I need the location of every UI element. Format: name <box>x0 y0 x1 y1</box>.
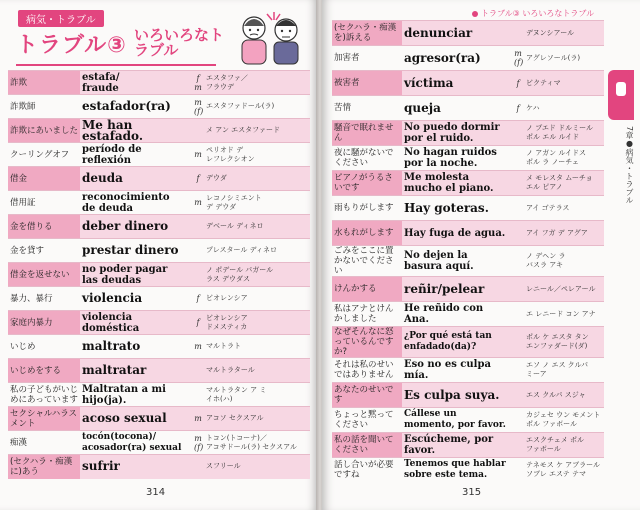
left-page <box>0 0 318 510</box>
gender-marker <box>512 383 524 408</box>
vocab-row <box>332 71 604 96</box>
japanese-phrase: ごみをここに置かないでください <box>332 246 402 277</box>
japanese-phrase: 被害者 <box>332 71 402 96</box>
pronunciation-kana: ビクティマ <box>524 71 604 96</box>
vocab-row <box>332 383 604 408</box>
pronunciation-kana: エ レニード コン アナ <box>524 302 604 327</box>
chapter-side-tab <box>608 70 634 120</box>
vocab-row <box>8 383 310 407</box>
chapter-title: トラブル③ <box>16 33 127 58</box>
vocab-row <box>332 171 604 196</box>
japanese-phrase: 家庭内暴力 <box>8 311 80 335</box>
pronunciation-kana: アイ ゴテラス <box>524 196 604 221</box>
japanese-phrase: 私の話を聞いてください <box>332 433 402 458</box>
spanish-phrase: maltrato <box>80 335 192 359</box>
title-underline <box>16 64 216 66</box>
japanese-phrase: 話し合いが必要ですね <box>332 458 402 483</box>
vocab-row <box>8 407 310 431</box>
pronunciation-kana: アイ フガ デ アグア <box>524 221 604 246</box>
vocabulary-table <box>8 70 310 479</box>
spanish-phrase: prestar dinero <box>80 239 192 263</box>
vocab-row <box>8 143 310 167</box>
pronunciation-kana: ノ ポデール パガール ラス デウダス <box>204 263 310 287</box>
gender-marker <box>512 21 524 46</box>
gender-marker <box>512 121 524 146</box>
japanese-phrase: 借金 <box>8 167 80 191</box>
spanish-phrase: Cállese un momento, por favor. <box>402 408 512 433</box>
pronunciation-kana: ノ アガン ルイドス ポル ラ ノーチェ <box>524 146 604 171</box>
pronunciation-kana: ビオレンシア <box>204 287 310 311</box>
japanese-phrase: けんかする <box>332 277 402 302</box>
japanese-phrase: 詐欺 <box>8 71 80 95</box>
pronunciation-kana: カジェセ ウン モメント ポル ファボール <box>524 408 604 433</box>
pronunciation-kana: デヌンシアール <box>524 21 604 46</box>
spanish-phrase: tocón(tocona)/ acosador(ra) sexual <box>80 431 192 455</box>
vocab-row <box>332 458 604 483</box>
vocab-row <box>332 302 604 327</box>
japanese-phrase: 痴漢 <box>8 431 80 455</box>
running-header <box>472 8 594 19</box>
chapter-subtitle: いろいろなトラブル <box>134 26 225 59</box>
vocab-row <box>332 246 604 277</box>
spanish-phrase: período de reflexión <box>80 143 192 167</box>
spanish-phrase: reconocimiento de deuda <box>80 191 192 215</box>
pronunciation-kana: プレスタール ディネロ <box>204 239 310 263</box>
vocab-row <box>332 146 604 171</box>
vocab-row <box>8 119 310 143</box>
pronunciation-kana: エスタファドール(ラ) <box>204 95 310 119</box>
pronunciation-kana: ペリオド デ レフレクシオン <box>204 143 310 167</box>
vocab-row <box>8 239 310 263</box>
spanish-phrase: deuda <box>80 167 192 191</box>
japanese-phrase: いじめをする <box>8 359 80 383</box>
spanish-phrase: Hay goteras. <box>402 196 512 221</box>
spanish-phrase: estafa/ fraude <box>80 71 192 95</box>
pronunciation-kana: レコノシミエント デ デウダ <box>204 191 310 215</box>
gender-marker <box>192 239 204 263</box>
gender-marker <box>512 302 524 327</box>
pronunciation-kana: アコソ セクスアル <box>204 407 310 431</box>
pronunciation-kana: レニール／ペレアール <box>524 277 604 302</box>
spanish-phrase: No dejen la basura aquí. <box>402 246 512 277</box>
gender-marker: f <box>192 287 204 311</box>
spanish-phrase: Es culpa suya. <box>402 383 512 408</box>
gender-marker: f m <box>192 71 204 95</box>
gender-marker <box>512 433 524 458</box>
pronunciation-kana: トコン(トコーナ)／ アコサドール(ラ) セクスアル <box>204 431 310 455</box>
pronunciation-kana: エスタファ／ フラウデ <box>204 71 310 95</box>
vocab-row <box>332 221 604 246</box>
gender-marker: m <box>192 191 204 215</box>
bottle-icon <box>616 82 626 96</box>
japanese-phrase: (セクハラ・痴漢を)訴える <box>332 21 402 46</box>
pronunciation-kana: マルトラト <box>204 335 310 359</box>
japanese-phrase: 詐欺にあいました <box>8 119 80 143</box>
pronunciation-kana: アグレソール(ラ) <box>524 46 604 71</box>
vocab-row <box>8 311 310 335</box>
gender-marker <box>192 119 204 143</box>
vocab-row <box>8 335 310 359</box>
gender-marker <box>192 263 204 287</box>
pronunciation-kana: デウダ <box>204 167 310 191</box>
gender-marker <box>512 327 524 358</box>
vocab-row <box>332 196 604 221</box>
gender-marker <box>192 455 204 479</box>
vocab-row <box>332 121 604 146</box>
vocab-row <box>332 408 604 433</box>
pronunciation-kana: ノ デヘン ラ バスラ アキ <box>524 246 604 277</box>
gender-marker: f <box>512 96 524 121</box>
japanese-phrase: 借金を返せない <box>8 263 80 287</box>
vocab-row <box>8 167 310 191</box>
spanish-phrase: Maltratan a mi hijo(ja). <box>80 383 192 407</box>
spanish-phrase: queja <box>402 96 512 121</box>
vocab-row <box>8 263 310 287</box>
vocab-row <box>332 277 604 302</box>
spanish-phrase: reñir/pelear <box>402 277 512 302</box>
category-tag: 病気・トラブル <box>18 10 104 27</box>
vocab-row <box>8 71 310 95</box>
japanese-phrase: 加害者 <box>332 46 402 71</box>
running-header-text: トラブル③ いろいろなトラブル <box>481 9 595 18</box>
japanese-phrase: 借用証 <box>8 191 80 215</box>
pronunciation-kana: マルトラタール <box>204 359 310 383</box>
vocab-row <box>8 287 310 311</box>
spanish-phrase: sufrir <box>80 455 192 479</box>
bullet-icon <box>472 11 478 17</box>
japanese-phrase: それは私のせいではありません <box>332 358 402 383</box>
spanish-phrase: violencia doméstica <box>80 311 192 335</box>
pronunciation-kana: スフリール <box>204 455 310 479</box>
gender-marker <box>512 358 524 383</box>
spanish-phrase: víctima <box>402 71 512 96</box>
japanese-phrase: 金を借りる <box>8 215 80 239</box>
page-number: 315 <box>462 487 482 498</box>
gender-marker <box>512 458 524 483</box>
spanish-phrase: Tenemos que hablar sobre este tema. <box>402 458 512 483</box>
spanish-phrase: denunciar <box>402 21 512 46</box>
vocab-row <box>332 327 604 358</box>
gender-marker: m <box>192 407 204 431</box>
pronunciation-kana: マルトラタン ア ミ イホ(ハ) <box>204 383 310 407</box>
gender-marker <box>512 146 524 171</box>
vocab-row <box>332 433 604 458</box>
gender-marker: f <box>192 167 204 191</box>
gender-marker: m (f) <box>192 431 204 455</box>
page-number: 314 <box>146 487 166 498</box>
japanese-phrase: ピアノがうるさいです <box>332 171 402 196</box>
page-heading <box>8 6 312 68</box>
spanish-phrase: Me han estafado. <box>80 119 192 143</box>
japanese-phrase: 夜に騒がないでください <box>332 146 402 171</box>
spanish-phrase: He reñido con Ana. <box>402 302 512 327</box>
pronunciation-kana: メ モレスタ ムーチョ エル ピアノ <box>524 171 604 196</box>
spanish-phrase: violencia <box>80 287 192 311</box>
arguing-people-illustration <box>234 6 308 66</box>
gender-marker <box>512 221 524 246</box>
japanese-phrase: 騒音で眠れません <box>332 121 402 146</box>
spanish-phrase: no poder pagar las deudas <box>80 263 192 287</box>
vocab-row <box>8 455 310 479</box>
gender-marker <box>512 171 524 196</box>
japanese-phrase: セクシャルハラスメント <box>8 407 80 431</box>
spanish-phrase: Escúcheme, por favor. <box>402 433 512 458</box>
japanese-phrase: 金を貸す <box>8 239 80 263</box>
pronunciation-kana: エスクチェメ ポル ファボール <box>524 433 604 458</box>
gender-marker: m <box>192 335 204 359</box>
pronunciation-kana: ケハ <box>524 96 604 121</box>
side-tab-label: 7章●病気・トラブル <box>625 126 634 205</box>
vocab-row <box>8 359 310 383</box>
gender-marker: f <box>512 71 524 96</box>
japanese-phrase: 雨もりがします <box>332 196 402 221</box>
vocab-row <box>332 46 604 71</box>
pronunciation-kana: テネモス ケ アブラール ソブレ エステ テマ <box>524 458 604 483</box>
japanese-phrase: 私はアナとけんかしました <box>332 302 402 327</box>
vocab-row <box>8 215 310 239</box>
spanish-phrase: No hagan ruidos por la noche. <box>402 146 512 171</box>
japanese-phrase: なぜそんなに怒っているんですか? <box>332 327 402 358</box>
vocab-row <box>332 358 604 383</box>
pronunciation-kana: エソ ノ エス クルパ ミーア <box>524 358 604 383</box>
spanish-phrase: Me molesta mucho el piano. <box>402 171 512 196</box>
gender-marker <box>192 359 204 383</box>
japanese-phrase: あなたのせいです <box>332 383 402 408</box>
spanish-phrase: agresor(ra) <box>402 46 512 71</box>
spanish-phrase: No puedo dormir por el ruido. <box>402 121 512 146</box>
spanish-phrase: maltratar <box>80 359 192 383</box>
spanish-phrase: Eso no es culpa mía. <box>402 358 512 383</box>
vocab-row <box>8 191 310 215</box>
japanese-phrase: 水もれがします <box>332 221 402 246</box>
japanese-phrase: 私の子どもがいじめにあっています <box>10 384 79 405</box>
gender-marker <box>512 408 524 433</box>
vocab-row <box>8 431 310 455</box>
spanish-phrase: estafador(ra) <box>80 95 192 119</box>
gender-marker <box>192 215 204 239</box>
vocab-row <box>332 21 604 46</box>
gender-marker <box>192 383 204 407</box>
gender-marker <box>512 277 524 302</box>
japanese-phrase: クーリングオフ <box>8 143 80 167</box>
spanish-phrase: acoso sexual <box>80 407 192 431</box>
gender-marker: m <box>192 143 204 167</box>
japanese-phrase: いじめ <box>8 335 80 359</box>
japanese-phrase: 苦情 <box>332 96 402 121</box>
gender-marker <box>512 246 524 277</box>
vocabulary-table <box>332 20 604 483</box>
japanese-phrase: 詐欺師 <box>8 95 80 119</box>
pronunciation-kana: ビオレンシア ドメスティカ <box>204 311 310 335</box>
gender-marker <box>512 196 524 221</box>
gender-marker: m (f) <box>512 46 524 71</box>
pronunciation-kana: ノ プエド ドルミール ポル エル ルイド <box>524 121 604 146</box>
pronunciation-kana: ポル ケ エスタ タン エンファダード(ダ) <box>524 327 604 358</box>
spanish-phrase: deber dinero <box>80 215 192 239</box>
vocab-row <box>8 95 310 119</box>
spanish-phrase: ¿Por qué está tan enfadado(da)? <box>402 327 512 358</box>
pronunciation-kana: デベール ディネロ <box>204 215 310 239</box>
japanese-phrase: 暴力、暴行 <box>8 287 80 311</box>
vocab-row <box>332 96 604 121</box>
pronunciation-kana: エス クルパ スジャ <box>524 383 604 408</box>
japanese-phrase: ちょっと黙ってください <box>332 408 402 433</box>
japanese-phrase: (セクハラ・痴漢に)あう <box>8 455 80 479</box>
spanish-phrase: Hay fuga de agua. <box>402 221 512 246</box>
gender-marker: f <box>192 311 204 335</box>
gender-marker: m (f) <box>192 95 204 119</box>
pronunciation-kana: メ アン エスタファード <box>204 119 310 143</box>
